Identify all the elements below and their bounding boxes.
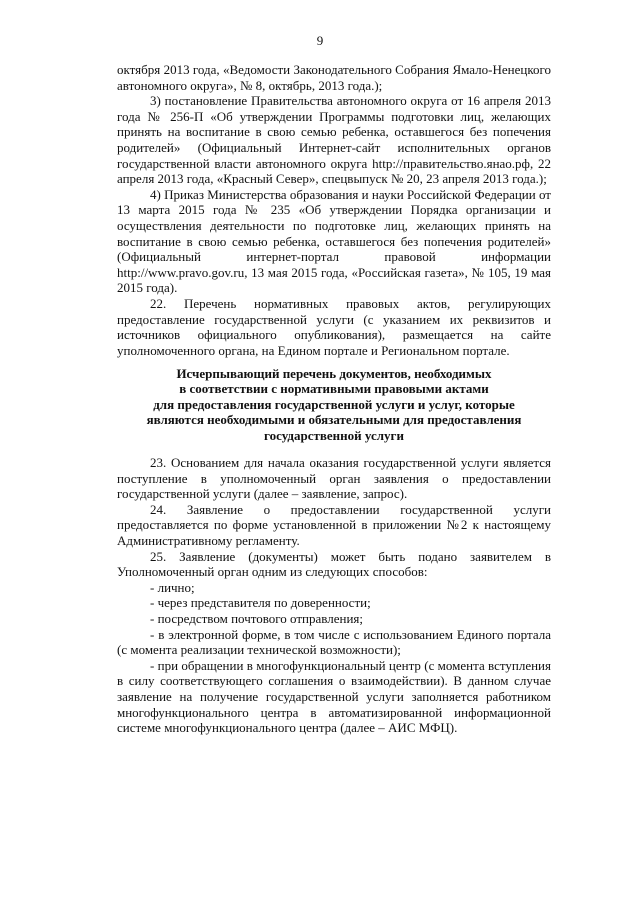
bottom-text-block xyxy=(117,455,551,736)
list-item: - лично; xyxy=(150,579,195,595)
list-item: - при обращении в многофункциональный центр (с момента вступления в силу соответствующего соглашения о взаимодействии). В данном случае заявление на получение государственной услуги заполняется работником многофункционального центра в автоматизированной информационной системе многофункционального центра (далее – АИС МФЦ). xyxy=(117,657,551,736)
heading-line: государственной услуги xyxy=(264,427,404,443)
heading-line: для предоставления государственной услуги и услуг, которые xyxy=(153,396,515,412)
list-item: - посредством почтового отправления; xyxy=(150,610,364,626)
page-number: 9 xyxy=(316,33,324,48)
paragraph-continuation: октября 2013 года, «Ведомости Законодательного Собрания Ямало-Ненецкого автономного округа», № 8, октябрь, 2013 года.); xyxy=(117,62,551,93)
paragraph-23: 23. Основанием для начала оказания государственной услуги является поступление в уполномоченный орган заявления о предоставлении государственной услуги (далее – заявление, запрос). xyxy=(117,455,551,502)
heading-line: Исчерпывающий перечень документов, необходимых xyxy=(176,366,492,381)
list-item: - через представителя по доверенности; xyxy=(150,595,371,611)
heading-line: являются необходимыми и обязательными для предоставления xyxy=(146,412,522,428)
list-item: - в электронной форме, в том числе с использованием Единого портала (с момента реализации технической возможности); xyxy=(117,626,551,658)
heading-line: в соответствии с нормативными правовыми актами xyxy=(179,381,489,397)
paragraph-25: 25. Заявление (документы) может быть подано заявителем в Уполномоченный орган одним из следующих способов: xyxy=(117,548,551,580)
top-text-block xyxy=(117,62,551,358)
paragraph-item-3: 3) постановление Правительства автономного округа от 16 апреля 2013 года № 256-П «Об утверждении Программы подготовки лиц, желающих принять на воспитание в свою семью ребенка, оставшегося без попечения родителей» (Официальный Интернет-сайт исполнительных органов государственной власти автономного округа http://правительство.янао.рф, 22 апреля 2013 года, «Красный Север», спецвыпуск № 20, 23 апреля 2013 года.); xyxy=(117,93,551,187)
paragraph-22: 22. Перечень нормативных правовых актов, регулирующих предоставление государственной услуги (с указанием их реквизитов и источников официального опубликования), размещается на сайте уполномоченного органа, на Едином портале и Региональном портале. xyxy=(117,295,551,358)
paragraph-24: 24. Заявление о предоставлении государственной услуги предоставляется по форме установленной в приложении №2 к настоящему Административному регламенту. xyxy=(117,501,551,548)
section-heading xyxy=(117,366,551,443)
paragraph-item-4: 4) Приказ Министерства образования и науки Российской Федерации от 13 марта 2015 года № 235 «Об утверждении Порядка организации и осуществления деятельности по подготовке лиц, желающих принять на воспитание в свою семью ребенка, оставшегося без попечения родителей» (Официальный интернет-портал правовой информации http://www.pravo.gov.ru, 13 мая 2015 года, «Российская газета», № 105, 19 мая 2015 года). xyxy=(117,186,551,296)
